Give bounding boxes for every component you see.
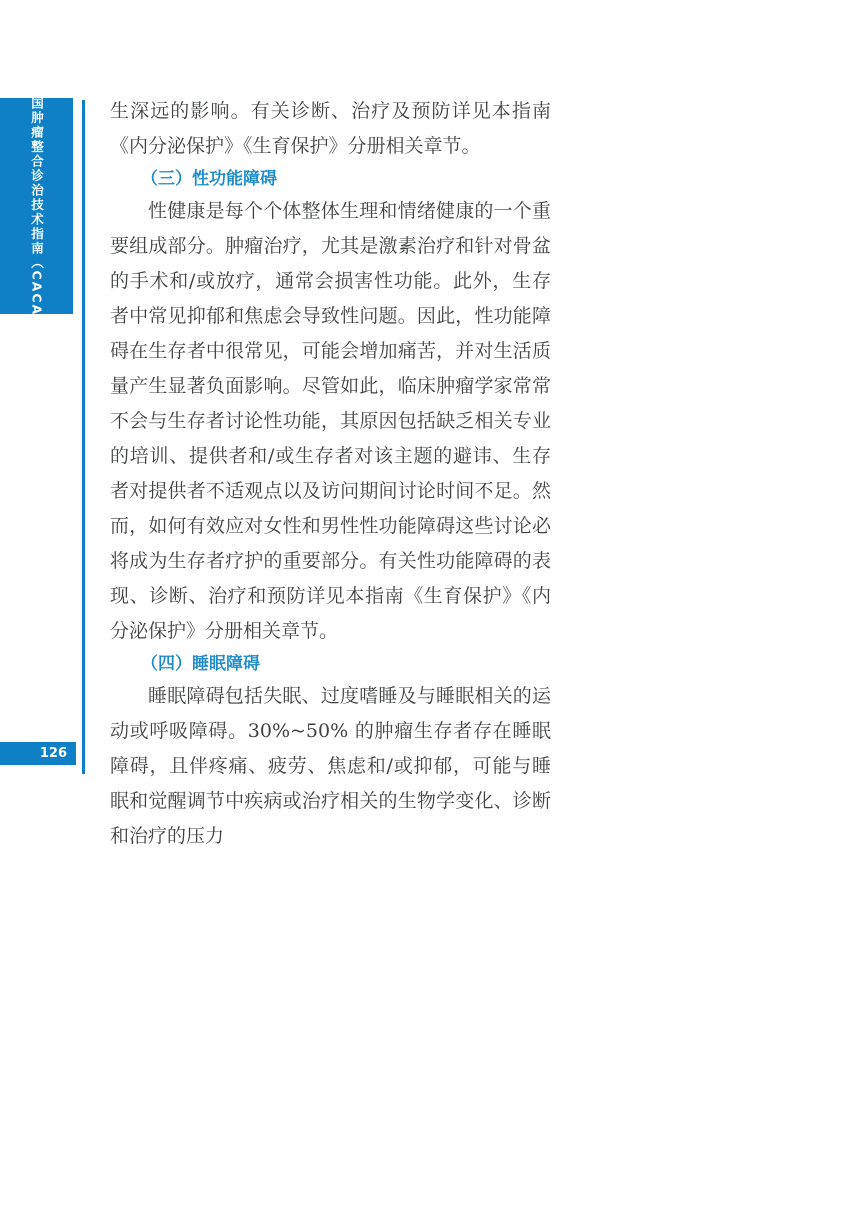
section-heading-sexual-dysfunction: （三）性功能障碍: [141, 169, 277, 189]
page-number-badge: 126: [0, 742, 76, 765]
main-text-column: [110, 94, 551, 854]
paragraph-sleep-disorder: 睡眠障碍包括失眠、过度嗜睡及与睡眠相关的运动或呼吸障碍。30%~50% 的肿瘤生存者存在睡眠障碍，且伴疼痛、疲劳、焦虑和/或抑郁，可能与睡眠和觉醒调节中疾病或治疗相关的生物学变化、诊断和治疗的压力: [110, 685, 551, 847]
sidebar-book-title-bar: [0, 81, 73, 331]
sidebar-divider-line: [82, 100, 85, 774]
book-title-vertical-text: 中国肿瘤整合诊治技术指南（CACA）: [29, 81, 45, 331]
section-heading-sleep-disorder: （四）睡眠障碍: [141, 654, 260, 674]
paragraph-sexual-dysfunction: 性健康是每个个体整体生理和情绪健康的一个重要组成部分。肿瘤治疗，尤其是激素治疗和针对骨盆的手术和/或放疗，通常会损害性功能。此外，生存者中常见抑郁和焦虑会导致性问题。因此，性功能障碍在生存者中很常见，可能会增加痛苦，并对生活质量产生显著负面影响。尽管如此，临床肿瘤学家常常不会与生存者讨论性功能，其原因包括缺乏相关专业的培训、提供者和/或生存者对该主题的避讳、生存者对提供者不适观点以及访问期间讨论时间不足。然而，如何有效应对女性和男性性功能障碍这些讨论必将成为生存者疗护的重要部分。有关性功能障碍的表现、诊断、治疗和预防详见本指南《生育保护》《内分泌保护》分册相关章节。: [110, 200, 551, 642]
paragraph-continuation: 生深远的影响。有关诊断、治疗及预防详见本指南《内分泌保护》《生育保护》分册相关章节。: [110, 100, 551, 157]
